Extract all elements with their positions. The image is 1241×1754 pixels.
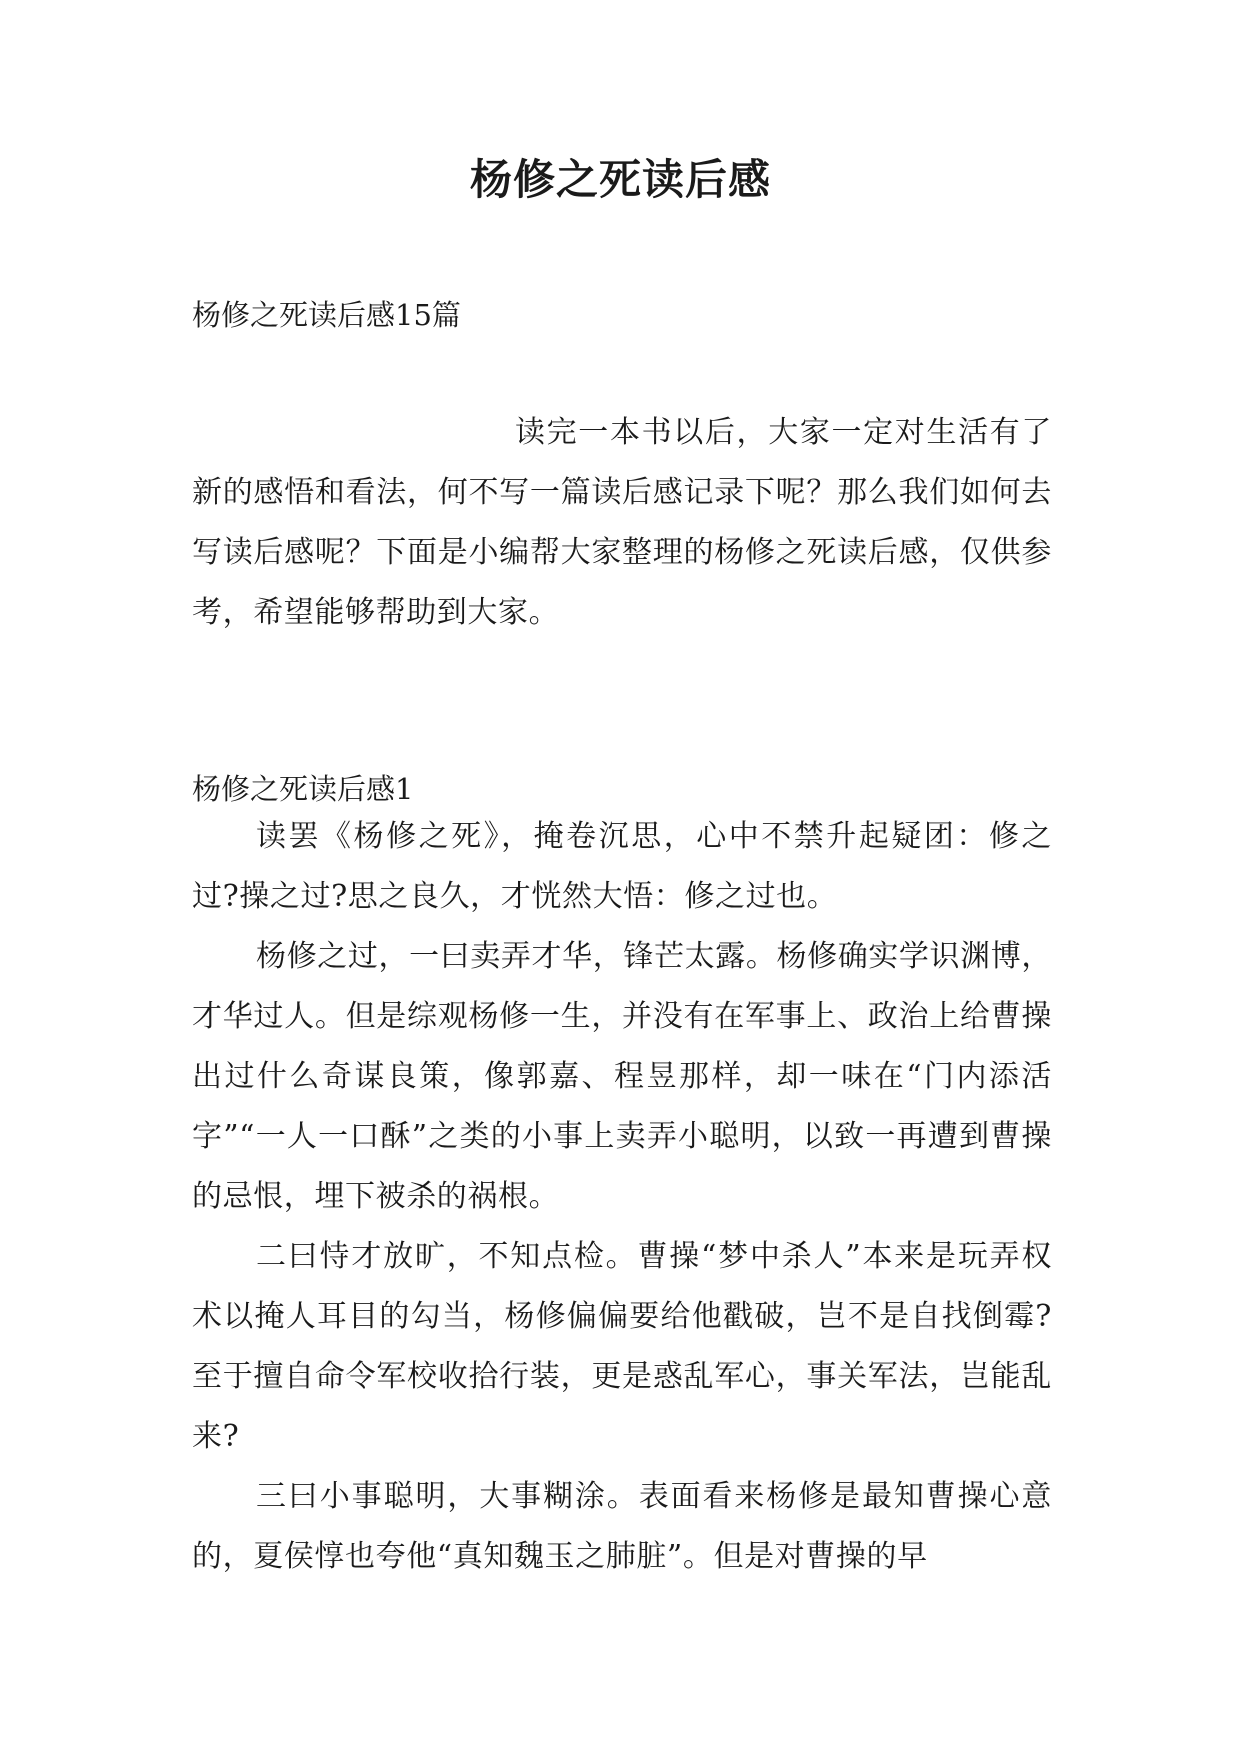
section-title: 杨修之死读后感1 — [192, 772, 414, 806]
intro-block — [192, 403, 1052, 643]
body-text — [192, 807, 1052, 1587]
paragraph-4: 三曰小事聪明，大事糊涂。表面看来杨修是最知曹操心意的，夏侯惇也夸他“真知魏玉之肺脏”。但是对曹操的早 — [192, 1479, 1052, 1574]
intro-paragraph: 读完一本书以后，大家一定对生活有了新的感悟和看法，何不写一篇读后感记录下呢？那么我们如何去写读后感呢？下面是小编帮大家整理的杨修之死读后感，仅供参考，希望能够帮助到大家。 — [192, 415, 1052, 630]
document-title: 杨修之死读后感 — [469, 155, 771, 204]
paragraph-2: 杨修之过，一曰卖弄才华，锋芒太露。杨修确实学识渊博，才华过人。但是综观杨修一生，并没有在军事上、政治上给曹操出过什么奇谋良策，像郭嘉、程昱那样，却一味在“门内添活字”“一人一口酥”之类的小事上卖弄小聪明，以致一再遭到曹操的忌恨，埋下被杀的祸根。 — [192, 939, 1052, 1214]
paragraph-1: 读罢《杨修之死》，掩卷沉思，心中不禁升起疑团：修之过?操之过?思之良久，才恍然大悟：修之过也。 — [192, 819, 1052, 914]
paragraph-3: 二曰恃才放旷，不知点检。曹操“梦中杀人”本来是玩弄权术以掩人耳目的勾当，杨修偏偏要给他戳破，岂不是自找倒霉?至于擅自命令军校收拾行装，更是惑乱军心，事关军法，岂能乱来? — [192, 1239, 1052, 1454]
document-subtitle: 杨修之死读后感15篇 — [192, 298, 461, 332]
